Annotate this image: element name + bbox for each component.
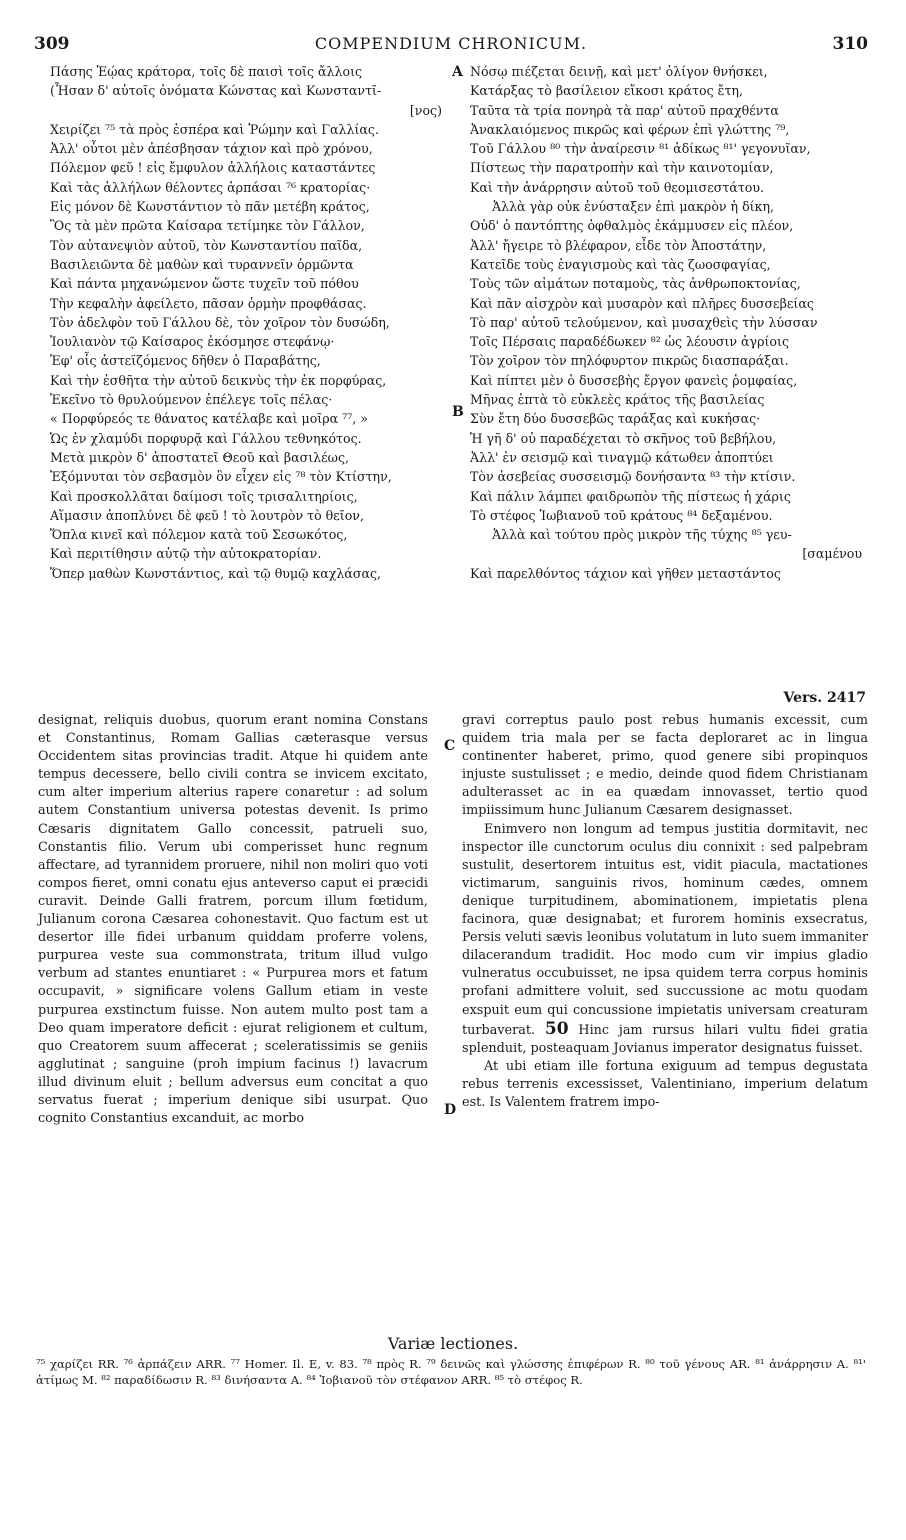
verse-line: Ἀλλὰ καὶ τούτου πρὸς μικρὸν τῆς τύχης ⁸⁵ γευ- <box>492 527 792 543</box>
verse-line: Νόσῳ πιέζεται δεινῇ, καὶ μετ' ὀλίγον θνήσκει, <box>470 64 768 79</box>
verse-line: Ἀλλ' ἤγειρε τὸ βλέφαρον, εἶδε τὸν Ἀποστάτην, <box>470 237 767 253</box>
column-number: 50 <box>544 1018 569 1039</box>
verse-line: Ἀλλὰ γὰρ οὐκ ἐνύσταξεν ἐπὶ μακρὸν ἡ δίκη, <box>492 199 775 215</box>
verse-line: Τὸν αὐτανεψιὸν αὐτοῦ, τὸν Κωνσταντίου παῖδα, <box>50 237 363 253</box>
verse-line: Καὶ τὴν ἀνάρρησιν αὐτοῦ τοῦ θεομισεστάτου. <box>470 179 765 195</box>
latin-paragraph: At ubi etiam ille fortuna exiguum ad tempus degustata rebus terrenis excessisset, Valentiniano, imperium delatum est. Is Valentem fratrem impo- <box>462 1058 868 1110</box>
verse-line: Ἡ γῆ δ' οὐ παραδέχεται τὸ σκῆνος τοῦ βεβήλου, <box>470 430 777 446</box>
verse-line: Ἀνακλαιόμενος πικρῶς καὶ φέρων ἐπὶ γλώττης ⁷⁹, <box>470 121 790 137</box>
verse-line: Ταῦτα τὰ τρία πονηρὰ τὰ παρ' αὐτοῦ πραχθέντα <box>470 102 779 118</box>
verse-line: Ἀλλ' οὗτοι μὲν ἀπέσβησαν τάχιον καὶ πρὸ χρόνου, <box>50 141 373 157</box>
verse-line: Ὡς ἐν χλαμύδι πορφυρᾷ καὶ Γάλλου τεθνηκότος. <box>50 430 362 446</box>
verse-line: Τὴν κεφαλὴν ἀφείλετο, πᾶσαν ὁρμὴν προφθάσας. <box>50 295 367 311</box>
verse-line: Αἵμασιν ἀπoπλύνει δὲ φεῦ ! τὸ λουτρὸν τὸ θεῖον, <box>50 507 364 523</box>
latin-text: Hinc jam rursus hilari vultu fidei gratia splenduit, posteaquam Jovianus imperator designatus fuisset. <box>462 1022 868 1056</box>
verse-line: Κατάρξας τὸ βασίλειον εἴκοσι κράτος ἔτη, <box>470 83 743 99</box>
verse-line: Σὺν ἔτη δύο δυσσεβῶς ταράξας καὶ κυκήσας· <box>470 411 761 427</box>
verse-line: Ἰουλιανὸν τῷ Καίσαρος ἐκόσμησε στεφάνῳ· <box>50 334 335 350</box>
latin-column-right <box>462 712 868 1112</box>
latin-paragraph: gravi correptus paulo post rebus humanis excessit, cum quidem tria mala per se facta deploraret ac in lingua continenter haberet, primo, quod genere sibi propinquos injuste sustulisset ; e medio, deinde quod fidem Christianam adulterasset ac in ea quædam innovasset, tertio quod impiissimum hunc Julianum Cæsarem designasset. <box>462 713 868 819</box>
verse-line: Τὸ παρ' αὐτοῦ τελούμενον, καὶ μυσαχθεὶς τὴν λύσσαν <box>470 314 818 330</box>
verse-line: Καὶ πάντα μηχανώμενον ὥστε τυχεῖν τοῦ πόθου <box>50 276 359 292</box>
verse-line: Βασιλειῶντα δὲ μαθὼν καὶ τυραννεῖν ὁρμῶντα <box>50 256 354 272</box>
margin-mark-b: B <box>452 404 464 420</box>
greek-column-left <box>50 62 450 583</box>
verse-line: (Ἦσαν δ' αὐτοῖς ὀνόματα Κώνστας καὶ Κωνσταντῖ- <box>50 83 382 99</box>
verse-line: Τοῦ Γάλλου ⁸⁰ τὴν ἀναίρεσιν ⁸¹ ἀδίκως ⁸¹' γεγονυῖαν, <box>470 141 811 157</box>
margin-mark-a: A <box>452 64 463 80</box>
verse-line: Τὸν ἀδελφὸν τοῦ Γάλλου δὲ, τὸν χοῖρον τὸν δυσώδη, <box>50 314 390 330</box>
page-header <box>34 34 868 56</box>
verse-line: Ὅπερ μαθὼν Κωνστάντιος, καὶ τῷ θυμῷ καχλάσας, <box>50 565 382 581</box>
greek-column-right <box>470 62 870 583</box>
verse-line: « Πορφύρεός τε θάνατος κατέλαβε καὶ μοῖρα ⁷⁷, » <box>50 411 368 427</box>
verse-line: Πάσης Ἑῴας κράτορα, τοῖς δὲ παισὶ τοῖς ἄλλοις <box>50 64 363 79</box>
verse-line: Καὶ πάλιν λάμπει φαιδρωπὸν τῆς πίστεως ἡ χάρις <box>470 488 791 504</box>
variae-lectiones-text: ⁷⁵ χαρίζει RR. ⁷⁶ ἁρπάζειν ARR. ⁷⁷ Homer. Il. E, v. 83. ⁷⁸ πρὸς R. ⁷⁹ δεινῶς καὶ γλώσσης ἐπιφέρων R. ⁸⁰ τοῦ γένους AR. ⁸¹ ἀνάρρησιν A. ⁸¹' ἀτίμως M. ⁸² παραδίδωσιν R. ⁸³ δινήσαντα A. ⁸⁴ Ἰοβιανοῦ τὸν στέφανον ARR. ⁸⁵ τὸ στέφος R. <box>36 1357 866 1387</box>
verse-line: Οὐδ' ὁ παντόπτης ὀφθαλμὸς ἐκάμμυσεν εἰς πλέον, <box>470 218 794 234</box>
page-number-right: 310 <box>832 34 868 54</box>
verse-line: Ὅπλα κινεῖ καὶ πόλεμον κατὰ τοῦ Σεσωκότος, <box>50 527 348 543</box>
verse-line: Πίστεως τὴν παρατροπὴν καὶ τὴν καινοτομίαν, <box>470 160 774 176</box>
verse-line: Τοῖς Πέρσαις παραδέδωκεν ⁸² ὡς λέουσιν ἀγρίοις <box>470 334 789 350</box>
margin-mark-c: C <box>444 738 456 754</box>
verse-number: Vers. 2417 <box>783 690 866 706</box>
margin-mark-d: D <box>444 1102 457 1118</box>
verse-line: Καὶ τὴν ἐσθῆτα τὴν αὐτοῦ δεικνὺς τὴν ἐκ πορφύρας, <box>50 372 387 388</box>
verse-line: [σαμένου <box>802 546 862 562</box>
verse-line: Μετὰ μικρὸν δ' ἀποστατεῖ Θεοῦ καὶ βασιλέως, <box>50 449 350 465</box>
verse-line: Κατεῖδε τοὺς ἐναγισμοὺς καὶ τὰς ζωοσφαγίας, <box>470 256 771 272</box>
verse-line: Καὶ περιτίθησιν αὐτῷ τὴν αὐτοκρατορίαν. <box>50 546 322 562</box>
verse-line: Ἐξόμνυται τὸν σεβασμὸν ὃν εἶχεν εἰς ⁷⁸ τὸν Κτίστην, <box>50 469 392 485</box>
latin-paragraph: designat, reliquis duobus, quorum erant nomina Constans et Constantinus, Romam Gallias cæterasque versus Occidentem sitas provincias tradit. Atque hi quidem ante tempus decessere, bello civili contra se invicem excitato, cum alter imperium alterius rapere conaretur : ad solum autem Constantium universa potestas devenit. Is primo Cæsaris dignitatem Gallo concessit, patrueli suo, Constantis filio. Verum ubi comperisset hunc regnum affectare, ad tyrannidem proruere, nihil non moliri quo voti compos fieret, omni conatu ejus anteverso caput ei præcidi curavit. Deinde Galli fratrem, porcum illum fœtidum, Julianum corona Cæsarea cohonestavit. Quo factum est ut desertor ille fidei urbanum quiddam proferre volens, purpurea veste sua commonstrata, tritum illud vulgo verbum ad stantes enuntiaret : « Purpurea mors et fatum occupavit, » significare volens Gallum etiam in veste purpurea exstinctum fuisse. Non autem multo post tam a Deo quam imperatore deficit : ejurat religionem et cultum, quo Creatorem suum affecerat ; sceleratissimis se geniis agglutinat ; sanguine (proh impium facinus !) lavacrum illud divinum eluit ; bellum adversus eum concitat a quo servatus fuerat ; imperium denique sibi usurpat. Quo cognito Constantius excanduit, ac morbo <box>38 713 428 1127</box>
latin-text: Enimvero non longum ad tempus justitia dormitavit, nec inspector ille cunctorum oculus diu connixit : sed palpebram sustulit, desertorem intuitus est, vidit piacula, mactationes victimarum, sanguinis rivos, hominum cædes, omnem denique turpitudinem, abominationem, impietatis plena facinora, quæ designabat; et furorem hominis exsecratus, Persis veluti sævis leonibus volutatum in luto suem immaniter dilacerandum tradidit. Hoc modo cum vir impius gladio vulneratus occubuisset, ne ipsa quidem terra corpus hominis profani admittere voluit, sed succussione ac motu quodam exspuit eum qui concussione impietatis universam creaturam turbaverat. <box>462 821 868 1038</box>
verse-line: Ὃς τὰ μὲν πρῶτα Καίσαρα τετίμηκε τὸν Γάλλον, <box>50 218 365 234</box>
latin-column-left <box>38 712 428 1128</box>
verse-line: Τὸ στέφος Ἰωβιανοῦ τοῦ κράτους ⁸⁴ δεξαμένου. <box>470 507 773 523</box>
verse-line: Ἀλλ' ἐν σεισμῷ καὶ τιναγμῷ κάτωθεν ἀποπτύει <box>470 449 774 465</box>
latin-paragraph <box>462 821 868 1058</box>
verse-line: [νος) <box>409 102 442 118</box>
page-number-left: 309 <box>34 34 70 54</box>
verse-line: Καὶ πᾶν αἰσχρὸν καὶ μυσαρὸν καὶ πλῆρες δυσσεβείας <box>470 295 814 311</box>
verse-line: Ἐφ' οἷς ἀστεϊζόμενος δῆθεν ὁ Παραβάτης, <box>50 353 321 369</box>
verse-line: Πόλεμον φεῦ ! εἰς ἔμφυλον ἀλλήλοις καταστάντες <box>50 160 376 176</box>
running-title: COMPENDIUM CHRONICUM. <box>314 34 588 53</box>
verse-line: Καὶ προσκολλᾶται δαίμοσι τοῖς τρισαλιτηρίοις, <box>50 488 358 504</box>
verse-line: Καὶ πίπτει μὲν ὁ δυσσεβὴς ἔργον φανεὶς ῥομφαίας, <box>470 372 798 388</box>
verse-line: Καὶ παρελθόντος τάχιον καὶ γῆθεν μεταστάντος <box>470 565 781 581</box>
variae-lectiones-title: Variæ lectiones. <box>387 1334 519 1353</box>
verse-line: Τοὺς τῶν αἱμάτων ποταμοὺς, τὰς ἀνθρωποκτονίας, <box>470 276 801 292</box>
verse-line: Μῆνας ἑπτὰ τὸ εὐκλεὲς κράτος τῆς βασιλείας <box>470 392 765 408</box>
verse-line: Ἐκεῖνο τὸ θρυλούμενον ἐπέλεγε τοῖς πέλας· <box>50 392 333 408</box>
verse-line: Χειρίζει ⁷⁵ τὰ πρὸς ἑσπέρα καὶ Ῥώμην καὶ Γαλλίας. <box>50 121 379 137</box>
verse-line: Καὶ τὰς ἀλλήλων θέλοντες ἁρπάσαι ⁷⁶ κρατορίας· <box>50 179 371 195</box>
verse-line: Τὸν χοῖρον τὸν πηλόφυρτον πικρῶς διασπαράξαι. <box>470 353 789 369</box>
verse-line: Τὸν ἀσεβείας συσσεισμῷ δονήσαντα ⁸³ τὴν κτίσιν. <box>470 469 796 485</box>
verse-line: Εἰς μόνον δὲ Κωνστάντιον τὸ πᾶν μετέβη κράτος, <box>50 199 370 215</box>
